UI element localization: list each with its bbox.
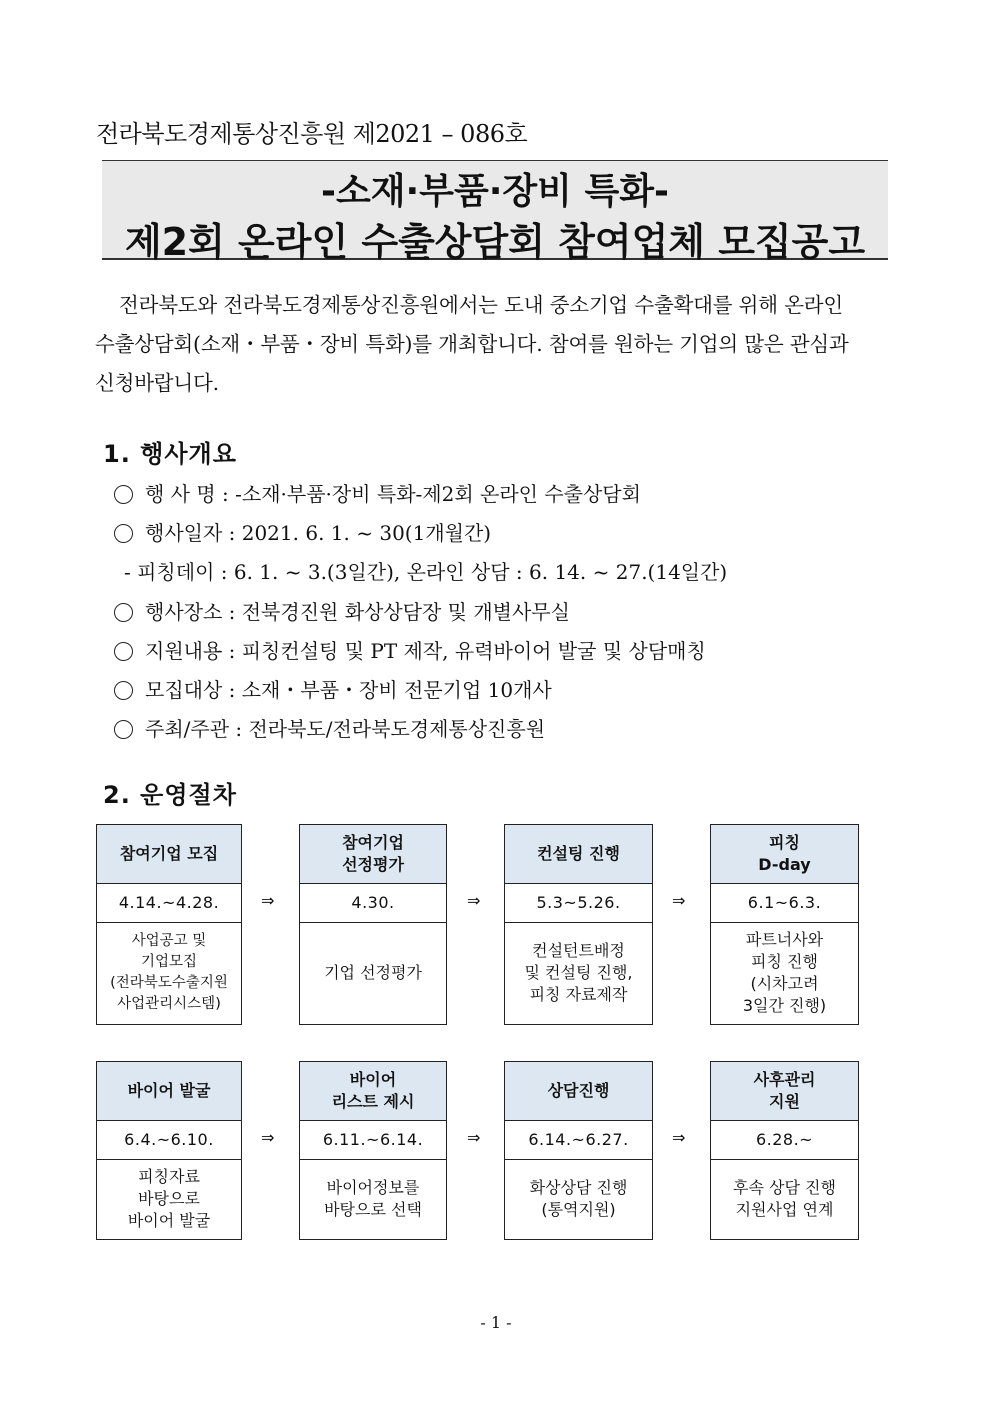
flow-step-title: 참여기업 모집 (97, 825, 241, 884)
section-title-procedure: 2. 운영절차 (103, 781, 237, 809)
circle-bullet-icon (114, 642, 133, 661)
flow-step-title: 컨설팅 진행 (505, 825, 652, 884)
overview-list (114, 475, 934, 749)
page-number: - 1 - (480, 1313, 512, 1332)
right-arrow-icon: ⇒ (261, 891, 275, 910)
flow-step-date: 6.1~6.3. (711, 883, 858, 923)
page-title: 제2회 온라인 수출상담회 참여업체 모집공고 (124, 220, 866, 264)
flow-step (504, 824, 653, 1025)
right-arrow-icon: ⇒ (467, 891, 481, 910)
list-item (114, 710, 934, 749)
list-item (114, 671, 934, 710)
flow-step-date: 5.3~5.26. (505, 883, 652, 923)
flow-step (299, 824, 447, 1025)
circle-bullet-icon (114, 681, 133, 700)
flow-step-date: 6.11.~6.14. (300, 1120, 446, 1160)
document-number: 전라북도경제통상진흥원 제2021 – 086호 (96, 120, 528, 148)
right-arrow-icon: ⇒ (672, 891, 686, 910)
flow-step-description: 컨설턴트배정 및 컨설팅 진행, 피칭 자료제작 (524, 941, 633, 1004)
flow-step-description: 파트너사와 피칭 진행 (시차고려 3일간 진행) (742, 930, 827, 1015)
flow-step-description: 사업공고 및 기업모집 (전라북도수출지원 사업관리시스템) (110, 933, 228, 1012)
title-banner (102, 160, 888, 264)
right-arrow-icon: ⇒ (467, 1128, 481, 1147)
list-item (114, 514, 934, 553)
flow-step-title: 피칭 D-day (711, 825, 858, 884)
intro-paragraph (95, 286, 897, 403)
list-item (114, 475, 934, 514)
flow-step-description: 바이어정보를 바탕으로 선택 (324, 1178, 422, 1219)
flow-step-title: 바이어 리스트 제시 (300, 1062, 446, 1121)
list-item-text: 모집대상 : 소재・부품・장비 전문기업 10개사 (145, 677, 552, 702)
list-item-text: 주최/주관 : 전라북도/전라북도경제통상진흥원 (145, 717, 546, 742)
flow-step-date: 6.14.~6.27. (505, 1120, 652, 1160)
list-item-text: 행 사 명 : -소재·부품·장비 특화-제2회 온라인 수출상담회 (145, 482, 641, 506)
flow-step-title: 상담진행 (505, 1062, 652, 1121)
intro-line: 수출상담회(소재・부품・장비 특화)를 개최합니다. 참여를 원하는 기업의 많은 관심과 (95, 332, 849, 356)
flow-step-title: 사후관리 지원 (711, 1062, 858, 1121)
flow-step-date: 4.30. (300, 883, 446, 923)
list-item (114, 553, 934, 592)
flow-step-description: 화상상담 진행 (통역지원) (529, 1178, 628, 1219)
flow-step-title: 참여기업 선정평가 (300, 825, 446, 884)
flow-step-description: 후속 상담 진행 지원사업 연계 (733, 1178, 836, 1219)
right-arrow-icon: ⇒ (672, 1128, 686, 1147)
intro-line: 신청바랍니다. (95, 371, 219, 395)
circle-bullet-icon (114, 603, 133, 622)
flow-step (299, 1061, 447, 1240)
flow-step-date: 6.4.~6.10. (97, 1120, 241, 1160)
list-item-text: 행사일자 : 2021. 6. 1. ~ 30(1개월간) (145, 521, 492, 546)
flow-step-date: 6.28.~ (711, 1120, 858, 1160)
circle-bullet-icon (114, 524, 133, 543)
flow-step (710, 1061, 859, 1240)
flow-step-date: 4.14.~4.28. (97, 883, 241, 923)
intro-line: 전라북도와 전라북도경제통상진흥원에서는 도내 중소기업 수출확대를 위해 온라인 (119, 293, 844, 317)
list-item-text: 행사장소 : 전북경진원 화상상담장 및 개별사무실 (145, 599, 570, 624)
flow-step-description: 피칭자료 바탕으로 바이어 발굴 (127, 1167, 211, 1230)
list-item (114, 632, 934, 671)
flow-step (96, 1061, 242, 1240)
circle-bullet-icon (114, 485, 133, 504)
circle-bullet-icon (114, 720, 133, 739)
right-arrow-icon: ⇒ (261, 1128, 275, 1147)
section-title-overview: 1. 행사개요 (103, 440, 237, 468)
flow-step (710, 824, 859, 1025)
flow-step (96, 824, 242, 1025)
title-subtitle: -소재·부품·장비 특화- (321, 171, 669, 212)
list-item-text: 지원내용 : 피칭컨설팅 및 PT 제작, 유력바이어 발굴 및 상담매칭 (145, 638, 706, 663)
flow-step-description: 기업 선정평가 (324, 963, 422, 982)
list-item-text: - 피칭데이 : 6. 1. ~ 3.(3일간), 온라인 상담 : 6. 14. ~ 27.(14일간) (124, 560, 728, 585)
flow-step (504, 1061, 653, 1240)
list-item (114, 593, 934, 632)
flow-step-title: 바이어 발굴 (97, 1062, 241, 1121)
